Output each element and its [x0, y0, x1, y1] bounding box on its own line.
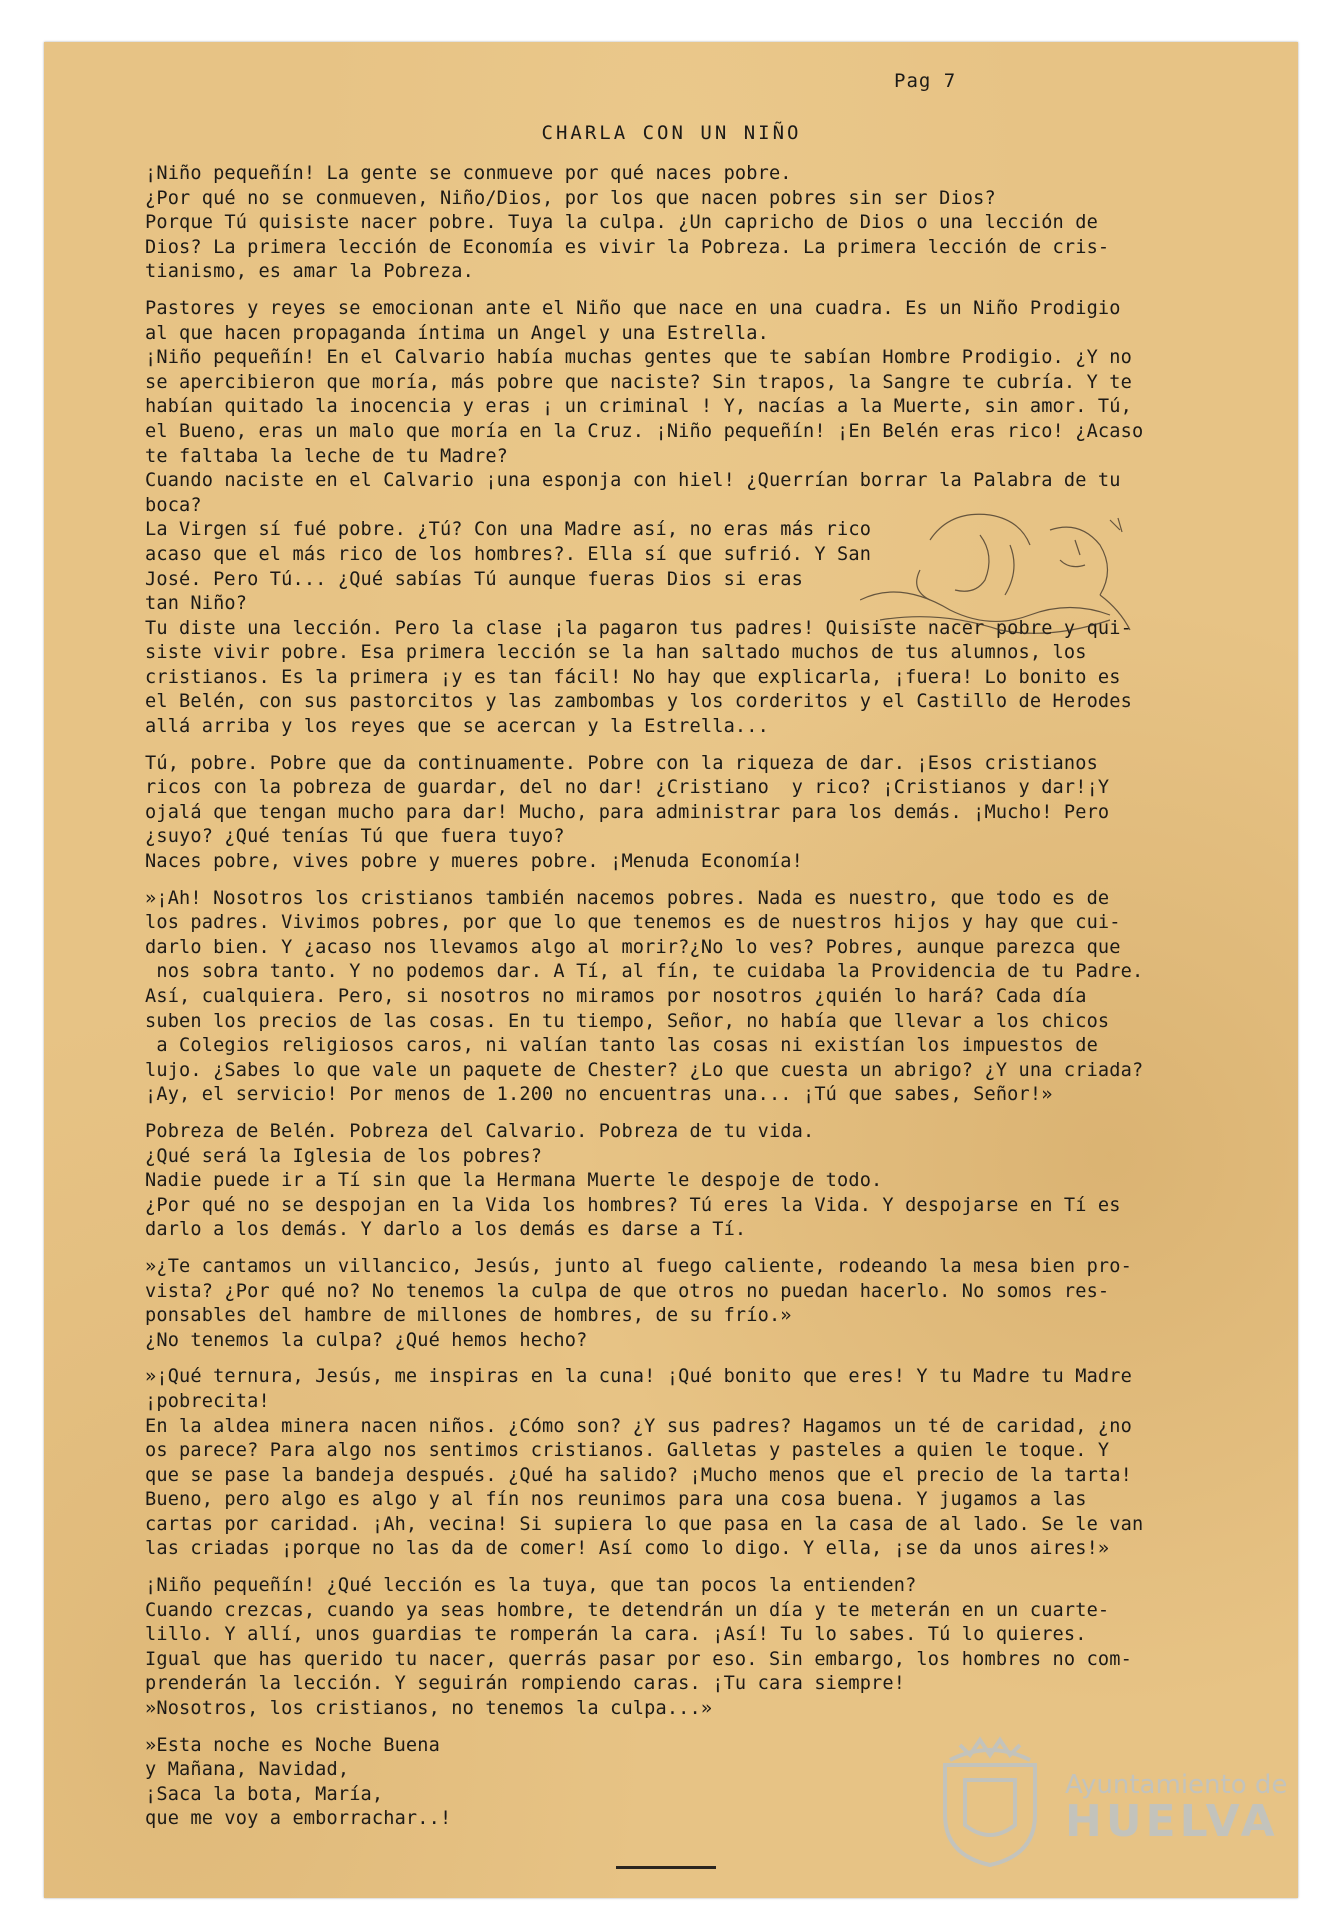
text-line: »¡Ah! Nosotros los cristianos también nacemos pobres. Nada es nuestro, que todo es de [145, 887, 1110, 909]
text-line: las criadas ¡porque no las da de comer! Así como lo digo. Y ella, ¡se da unos aires!» [145, 1538, 1110, 1560]
text-line: ¿Por qué no se despojan en la Vida los hombres? Tú eres la Vida. Y despojarse en Tí es [145, 1194, 1121, 1216]
text-line: te faltaba la leche de tu Madre? [145, 445, 509, 467]
text-line: Igual que has querido tu nacer, querrás pasar por eso. Sin embargo, los hombres no com- [145, 1648, 1132, 1670]
text-line: Así, cualquiera. Pero, si nosotros no miramos por nosotros ¿quién lo hará? Cada día [145, 986, 1087, 1007]
paragraph [145, 752, 1215, 875]
text-line: darlo bien. Y ¿acaso nos llevamos algo al morir?¿No lo ves? Pobres, aunque parezca que [145, 936, 1121, 958]
text-line: ¿Qué será la Iglesia de los pobres? [145, 1145, 543, 1167]
text-line: »Esta noche es Noche Buena [145, 1734, 440, 1756]
text-line: Tu diste una lección. Pero la clase ¡la pagaron tus padres! Quisiste nacer pobre y qui- [145, 617, 1132, 639]
city-watermark-text [1065, 1770, 1287, 1847]
text-line: se apercibieron que moría, más pobre que naciste? Sin trapos, la Sangre te cubría. Y te [145, 371, 1132, 393]
text-line: allá arriba y los reyes que se acercan y la Estrella... [145, 716, 769, 738]
text-line: os parece? Para algo nos sentimos cristianos. Galletas y pasteles a quien le toque. Y [145, 1440, 1110, 1462]
text-line: tan Niño? [145, 593, 248, 615]
text-line: prenderán la lección. Y seguirán rompiendo caras. ¡Tu cara siempre! [145, 1673, 906, 1695]
text-line: »Nosotros, los cristianos, no tenemos la culpa...» [145, 1698, 713, 1720]
bottom-rule [616, 1866, 716, 1869]
text-line: que me voy a emborrachar..! [145, 1808, 452, 1830]
text-line: Naces pobre, vives pobre y mueres pobre. ¡Menuda Economía! [145, 851, 803, 873]
document-body [145, 162, 1215, 1844]
paragraph [145, 1734, 1215, 1832]
text-line: »¡Qué ternura, Jesús, me inspiras en la cuna! ¡Qué bonito que eres! Y tu Madre tu Madre [145, 1366, 1132, 1388]
text-line: Nadie puede ir a Tí sin que la Hermana Muerte le despoje de todo. [145, 1170, 883, 1192]
text-line: que se pase la bandeja después. ¿Qué ha salido? ¡Mucho menos que el precio de la tarta! [145, 1464, 1132, 1486]
city-seal-watermark [930, 1720, 1050, 1870]
page-number: Pag 7 [894, 70, 957, 92]
text-line: boca? [145, 494, 202, 516]
text-line: ¡pobrecita! [145, 1390, 270, 1412]
paragraph [145, 1120, 1215, 1243]
text-line: lillo. Y allí, unos guardias te romperán la cara. ¡Así! Tu lo sabes. Tú lo quieres. [145, 1624, 1087, 1646]
text-line: darlo a los demás. Y darlo a los demás es darse a Tí. [145, 1219, 747, 1241]
text-line: ricos con la pobreza de guardar, del no dar! ¿Cristiano y rico? ¡Cristianos y dar!¡Y [145, 777, 1110, 799]
text-line: al que hacen propaganda íntima un Angel y una Estrella. [145, 322, 769, 344]
paragraph [145, 162, 1215, 285]
text-line: acaso que el más rico de los hombres?. Ella sí que sufrió. Y San [145, 543, 872, 565]
watermark-line-2: HUELVA [1065, 1796, 1279, 1847]
text-line: Tú, pobre. Pobre que da continuamente. Pobre con la riqueza de dar. ¡Esos cristianos [145, 752, 1098, 774]
text-line: José. Pero Tú... ¿Qué sabías Tú aunque fueras Dios si eras [145, 568, 803, 590]
text-line: ¡Niño pequeñín! En el Calvario había muchas gentes que te sabían Hombre Prodigio. ¿Y no [145, 347, 1132, 369]
text-line: lujo. ¿Sabes lo que vale un paquete de Chester? ¿Lo que cuesta un abrigo? ¿Y una criada? [145, 1059, 1144, 1081]
text-line: Bueno, pero algo es algo y al fín nos reunimos para una cosa buena. Y jugamos a las [145, 1489, 1087, 1511]
text-line: nos sobra tanto. Y no podemos dar. A Tí, al fín, te cuidaba la Providencia de tu Padre. [145, 961, 1144, 983]
text-line: ¿Por qué no se conmueven, Niño/Dios, por los que nacen pobres sin ser Dios? [145, 187, 996, 209]
text-line: tianismo, es amar la Pobreza. [145, 261, 474, 283]
text-line: los padres. Vivimos pobres, por que lo que tenemos es de nuestros hijos y hay que cui- [145, 912, 1121, 934]
text-line: Porque Tú quisiste nacer pobre. Tuya la culpa. ¿Un capricho de Dios o una lección de [145, 212, 1098, 234]
text-line: ¡Ay, el servicio! Por menos de 1.200 no encuentras una... ¡Tú que sabes, Señor!» [145, 1084, 1053, 1106]
text-line: cartas por caridad. ¡Ah, vecina! Si supiera lo que pasa en la casa de al lado. Se le van [145, 1513, 1144, 1535]
text-line: ponsables del hambre de millones de hombres, de su frío.» [145, 1305, 792, 1327]
paragraph [145, 1365, 1215, 1562]
text-line: cristianos. Es la primera ¡y es tan fácil! No hay que explicarla, ¡fuera! Lo bonito es [145, 666, 1121, 688]
text-line: Dios? La primera lección de Economía es vivir la Pobreza. La primera lección de cris- [145, 236, 1110, 258]
text-line: ¡Niño pequeñín! ¿Qué lección es la tuya, que tan pocos la entienden? [145, 1575, 917, 1597]
sketch-drawing [860, 500, 1160, 650]
text-line: ¡Saca la bota, María, [145, 1783, 384, 1805]
paragraph [145, 887, 1215, 1108]
text-line: Pobreza de Belén. Pobreza del Calvario. Pobreza de tu vida. [145, 1120, 815, 1142]
text-line: ¡Niño pequeñín! La gente se conmueve por qué naces pobre. [145, 163, 792, 184]
text-line: siste vivir pobre. Esa primera lección se la han saltado muchos de tus alumnos, los [145, 642, 1087, 664]
paragraph [145, 1255, 1215, 1353]
paragraph [145, 1574, 1215, 1722]
document-title: CHARLA CON UN NIÑO [541, 122, 802, 144]
text-line: el Belén, con sus pastorcitos y las zambombas y los corderitos y el Castillo de Herodes [145, 691, 1132, 713]
text-line: y Mañana, Navidad, [145, 1759, 350, 1781]
text-line: En la aldea minera nacen niños. ¿Cómo son? ¿Y sus padres? Hagamos un té de caridad, ¿no [145, 1415, 1132, 1437]
text-line: ¿No tenemos la culpa? ¿Qué hemos hecho? [145, 1329, 588, 1351]
text-line: a Colegios religiosos caros, ni valían tanto las cosas ni existían los impuestos de [145, 1035, 1098, 1057]
text-line: »¿Te cantamos un villancico, Jesús, junto al fuego caliente, rodeando la mesa bien pro- [145, 1255, 1132, 1277]
text-line: suben los precios de las cosas. En tu tiempo, Señor, no había que llevar a los chicos [145, 1010, 1110, 1032]
text-line: Cuando naciste en el Calvario ¡una esponja con hiel! ¿Querrían borrar la Palabra de tu [145, 470, 1121, 492]
text-line: Cuando crezcas, cuando ya seas hombre, te detendrán un día y te meterán en un cuarte- [145, 1599, 1110, 1621]
text-line: habían quitado la inocencia y eras ¡ un criminal ! Y, nacías a la Muerte, sin amor. Tú, [145, 396, 1132, 418]
text-line: ojalá que tengan mucho para dar! Mucho, para administrar para los demás. ¡Mucho! Pero [145, 801, 1110, 823]
text-line: La Virgen sí fué pobre. ¿Tú? Con una Madre así, no eras más rico [145, 519, 872, 541]
text-line: ¿suyo? ¿Qué tenías Tú que fuera tuyo? [145, 826, 565, 848]
text-line: el Bueno, eras un malo que moría en la Cruz. ¡Niño pequeñín! ¡En Belén eras rico! ¿Acaso [145, 420, 1144, 442]
watermark-line-1: Ayuntamiento de [1065, 1770, 1288, 1800]
text-line: Pastores y reyes se emocionan ante el Niño que nace en una cuadra. Es un Niño Prodigio [145, 297, 1121, 319]
text-line: vista? ¿Por qué no? No tenemos la culpa de que otros no puedan hacerlo. No somos res- [145, 1280, 1110, 1302]
